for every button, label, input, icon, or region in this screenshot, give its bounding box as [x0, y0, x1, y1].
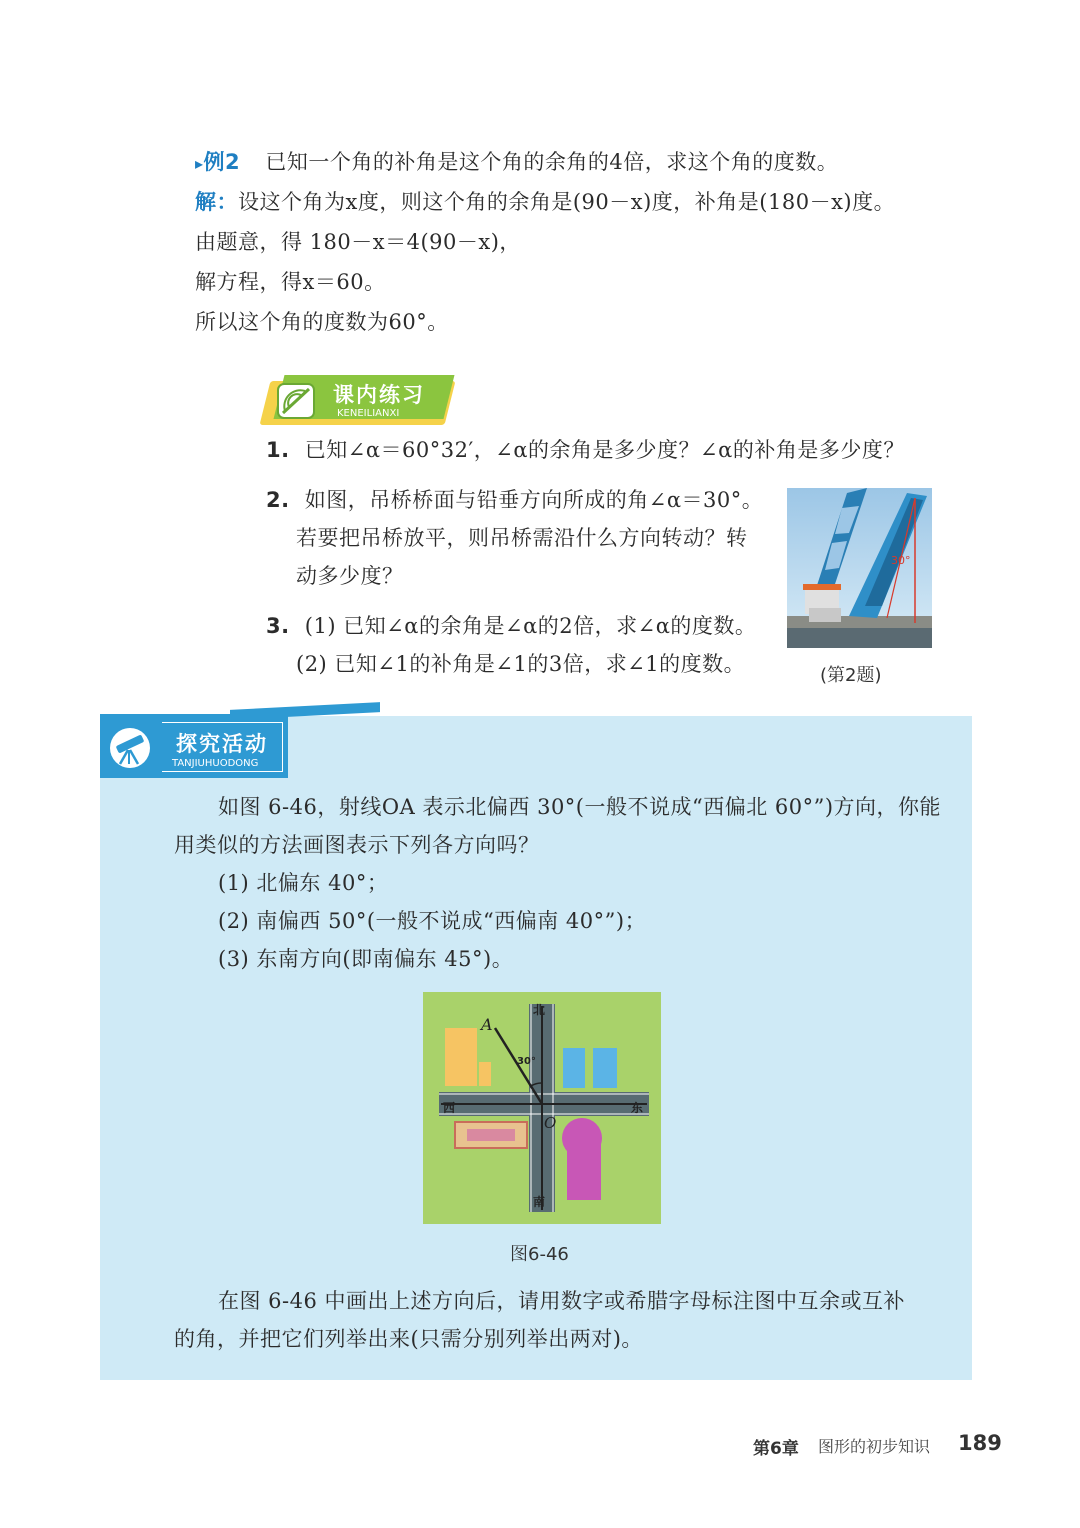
- q2-text-1: 如图，吊桥桥面与铅垂方向所成的角∠α＝30°。: [304, 488, 764, 512]
- map-angle-label: 30°: [517, 1056, 536, 1067]
- solution-line-1: [195, 187, 895, 217]
- figure-caption: 图6-46: [510, 1244, 569, 1265]
- solution-line-2: 由题意，得 180－x＝4(90－x)，: [195, 230, 521, 254]
- exploration-header: [100, 706, 290, 780]
- explore-p1-line2: 用类似的方法画图表示下列各方向吗？: [174, 833, 540, 857]
- q3-text-2: (2) 已知∠1的补角是∠1的3倍，求∠1的度数。: [296, 652, 746, 676]
- explore-item-2: (2) 南偏西 50°(一般不说成“西偏南 40°”)；: [218, 909, 647, 933]
- explore-p1-line1: 如图 6-46，射线OA 表示北偏西 30°(一般不说成“西偏北 60°”)方向，你能: [218, 795, 942, 819]
- practice-q3-line1: [266, 611, 756, 641]
- solution-text-1: 设这个角为x度，则这个角的余角是(90－x)度，补角是(180－x)度。: [238, 190, 896, 214]
- solution-line-3: 解方程，得x＝60。: [195, 270, 386, 294]
- direction-map: [423, 992, 661, 1224]
- explore-item-1: (1) 北偏东 40°；: [218, 871, 389, 895]
- q1-text: 已知∠α＝60°32′，∠α的余角是多少度？∠α的补角是多少度？: [304, 438, 905, 462]
- q1-number: 1.: [266, 438, 290, 462]
- telescope-icon: [106, 726, 154, 770]
- practice-title: 课内练习: [333, 383, 425, 407]
- practice-pinyin: KENEILIANXI: [337, 408, 400, 419]
- explore-p2-line1: 在图 6-46 中画出上述方向后，请用数字或希腊字母标注图中互余或互补: [218, 1289, 906, 1313]
- q2-text-2: 若要把吊桥放平，则吊桥需沿什么方向转动？转: [296, 526, 748, 550]
- photo-caption: (第2题): [820, 665, 882, 686]
- explore-p2-line2: 的角，并把它们列举出来(只需分别列举出两对)。: [174, 1327, 643, 1351]
- map-point-o: O: [544, 1114, 557, 1132]
- practice-header: [265, 375, 455, 427]
- footer-chapter: 第6章: [753, 1439, 799, 1459]
- protractor-icon: [275, 381, 317, 421]
- map-north: 北: [533, 1003, 546, 1017]
- example-problem: 已知一个角的补角是这个角的余角的4倍，求这个角的度数。: [265, 150, 839, 174]
- practice-q2-line1: [266, 485, 763, 515]
- solution-line-4: 所以这个角的度数为60°。: [195, 310, 449, 334]
- map-west: 西: [443, 1101, 456, 1115]
- bridge-photo: [787, 488, 932, 648]
- page-number: 189: [958, 1431, 1002, 1455]
- q2-number: 2.: [266, 488, 290, 512]
- photo-angle-label: 30°: [891, 554, 911, 567]
- q3-text-1: (1) 已知∠α的余角是∠α的2倍，求∠α的度数。: [304, 614, 757, 638]
- practice-q1: [266, 435, 905, 465]
- exploration-pinyin: TANJIUHUODONG: [172, 758, 259, 769]
- explore-item-3: (3) 东南方向(即南偏东 45°)。: [218, 947, 514, 971]
- q3-number: 3.: [266, 614, 290, 638]
- example-label: 例2: [203, 150, 241, 174]
- footer-chapter-title: 图形的初步知识: [818, 1437, 931, 1456]
- exploration-title: 探究活动: [176, 732, 268, 756]
- example-problem-line: [195, 147, 838, 179]
- solution-label: 解：: [195, 190, 238, 214]
- map-point-a: A: [481, 1015, 493, 1034]
- map-south: 南: [533, 1195, 546, 1209]
- example-marker: ▸: [195, 154, 204, 173]
- q2-text-3: 动多少度？: [296, 564, 404, 588]
- map-east: 东: [631, 1101, 644, 1115]
